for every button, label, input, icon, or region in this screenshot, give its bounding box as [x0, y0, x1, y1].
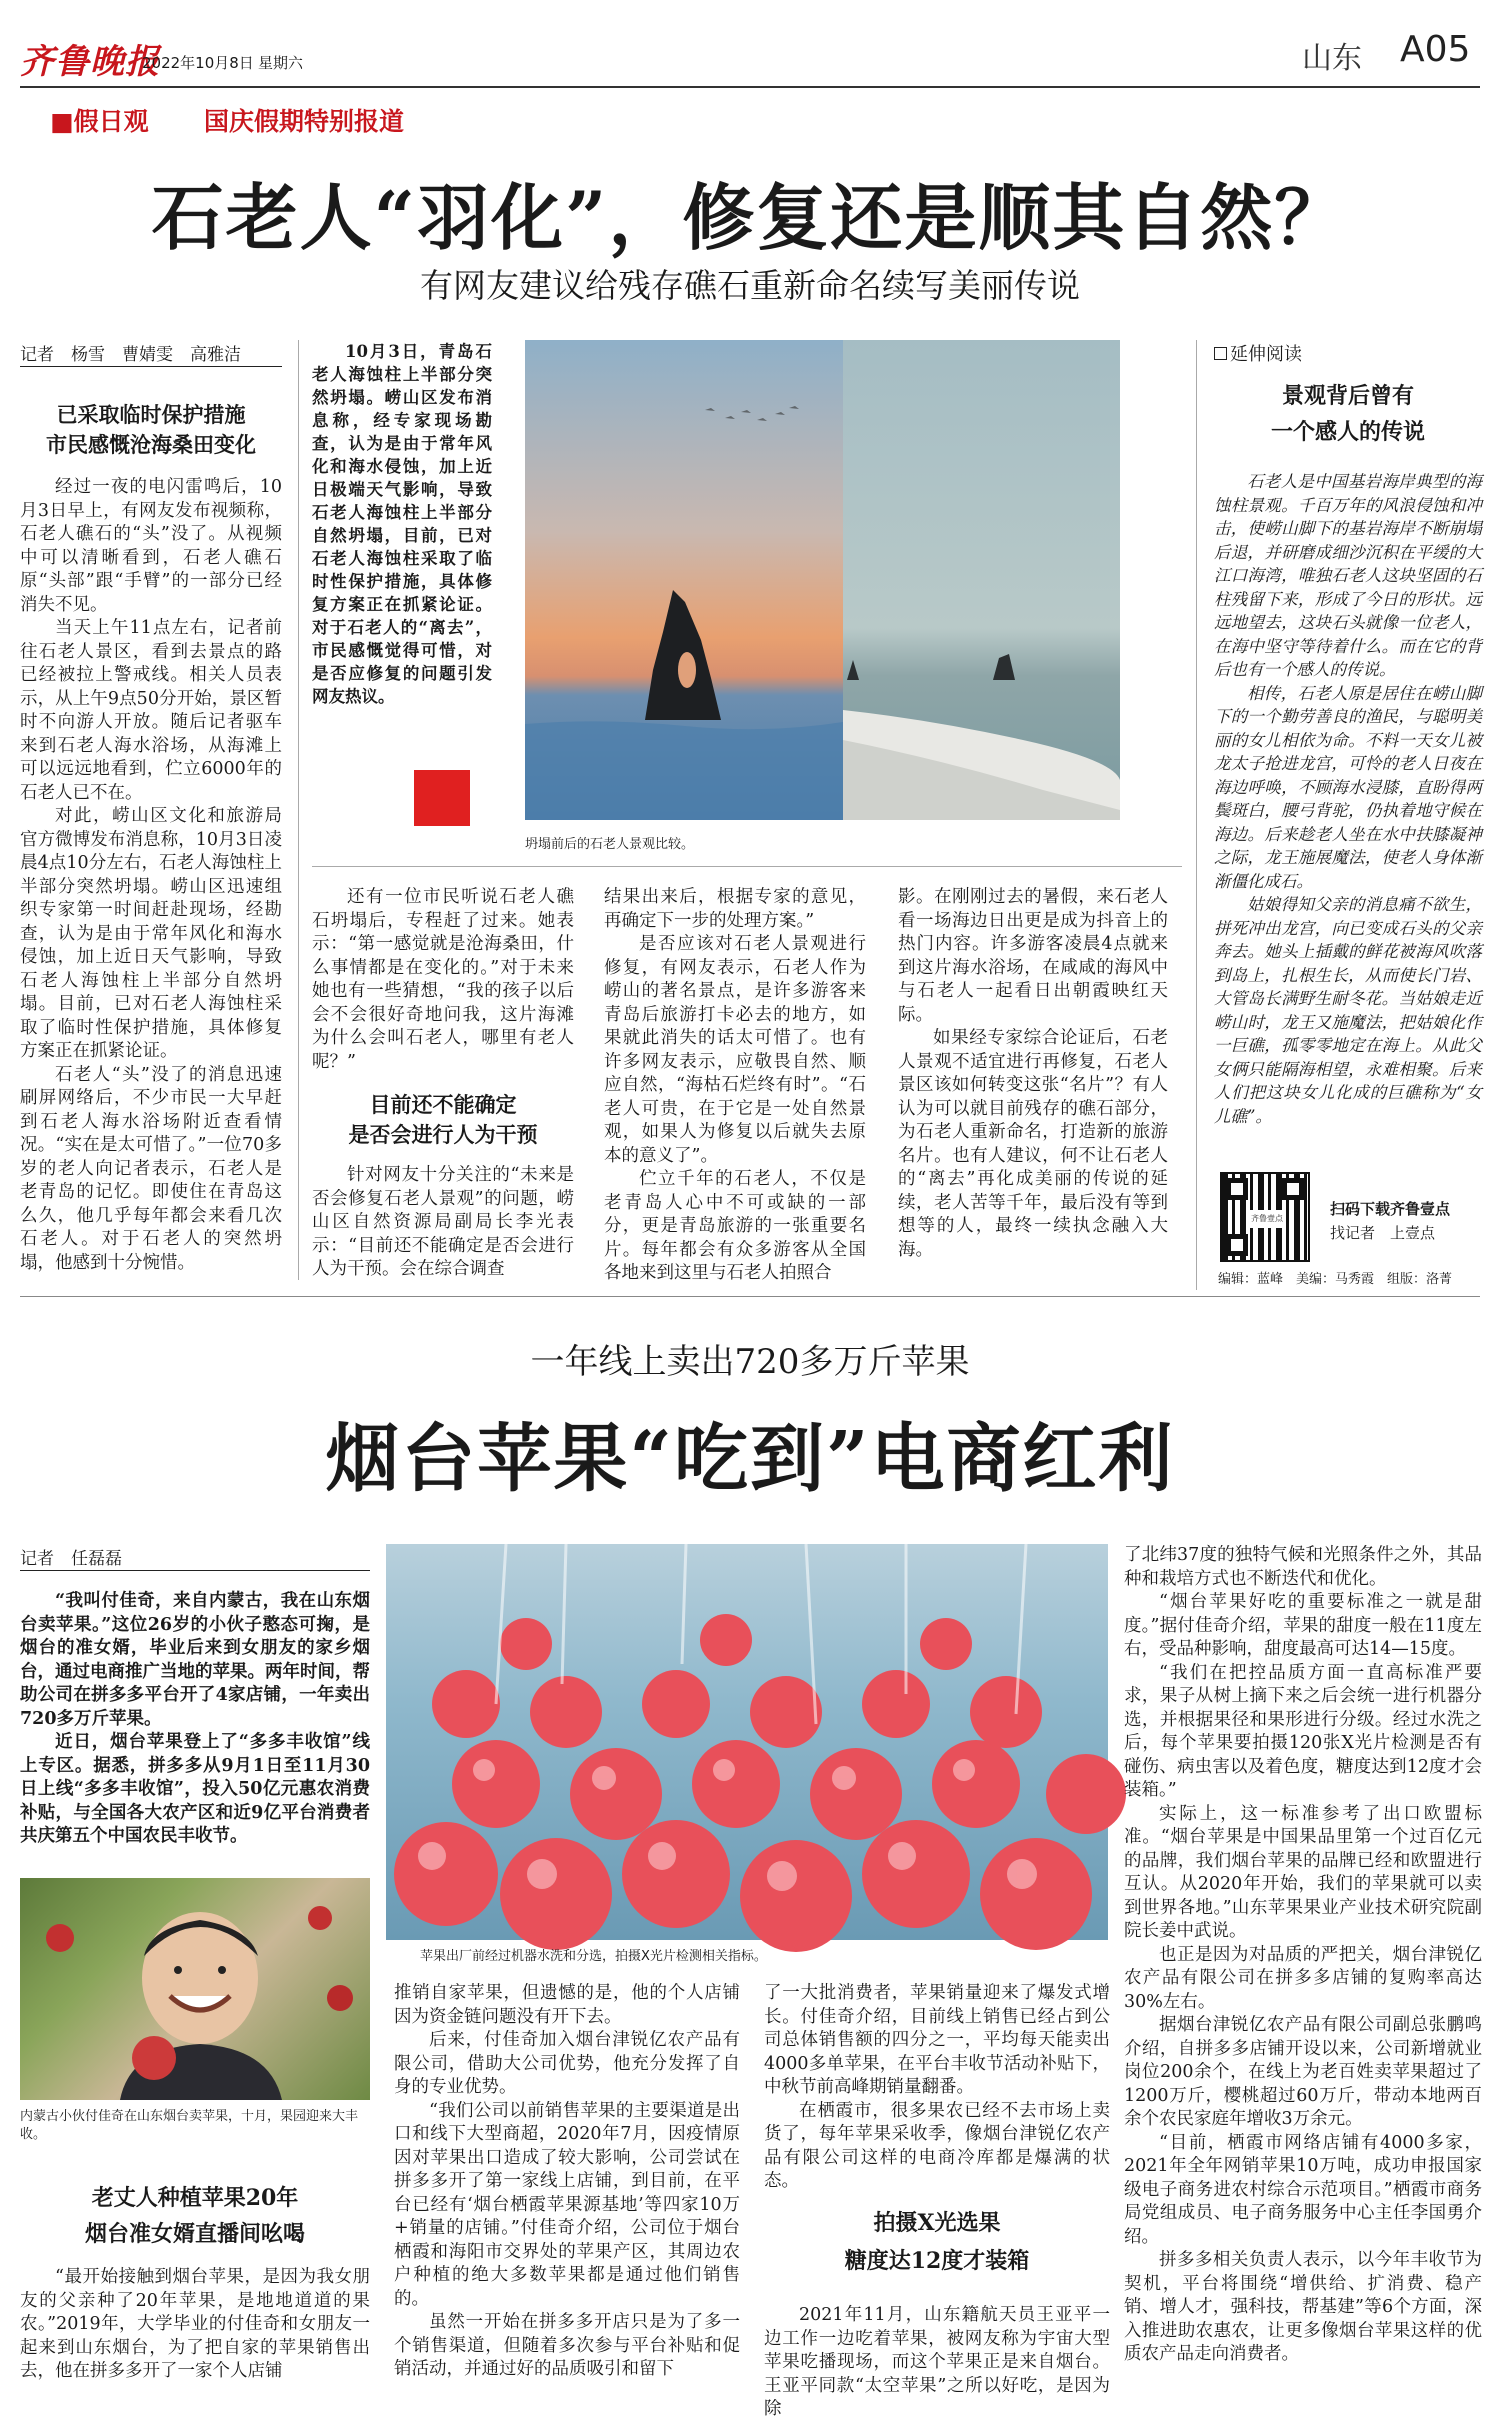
sidebar-divider	[1196, 340, 1197, 1290]
issue-weekday: 星期六	[258, 54, 304, 72]
story1-col2-subhead: 目前还不能确定 是否会进行人为干预	[348, 1092, 538, 1147]
story1-headline: 石老人“羽化”，修复还是顺其自然？	[151, 175, 1349, 260]
qr-reporter-text: 找记者 上壹点	[1330, 1224, 1436, 1242]
masthead	[0, 0, 1500, 140]
story1-col1: 经过一夜的电闪雷鸣后，10月3日早上，有网友发布视频称，石老人礁石的“头”没了。从视频中可以清晰看到，石老人礁石原“头部”跟“手臂”的一部分已经消失不见。 当天上午11点左右，记者前往石老人景区，看到去景点的路已经被拉上警戒线。相关人员表示，从上午9点50分开始，景区暂时不向游人开放。随后记者驱车来到石老人海水浴场，从海滩上可以远远地看到，伫立6000年的石老人已不在。 对此，崂山区文化和旅游局官方微博发布消息称，10月3日凌晨4点10分左右，石老人海蚀柱上半部分突然坍塌。崂山区迅速组织专家第一时间赶赴现场，经勘查，认为是由于常年风化和海水侵蚀，加上近日天气影响，导致石老人海蚀柱上半部分自然坍塌。目前，已对石老人海蚀柱采取了临时性保护措施，具体修复方案正在抓紧论证。 石老人“头”没了的消息迅速刷屏网络后，不少市民一大早赶到石老人海水浴场附近查看情况。“实在是太可惜了。”一位70多岁的老人向记者表示，石老人是老青岛的记忆。即使住在青岛这么久，他几乎每年都会来看几次石老人。对于石老人的突然坍塌，他感到十分惋惜。	[20, 477, 282, 1273]
story1-photo-caption: 坍塌前后的石老人景观比较。	[525, 837, 695, 852]
sidebar-label-square-icon	[1214, 347, 1227, 360]
sea-stack-before-icon	[525, 340, 843, 820]
story2-col3a: 了一大批消费者，苹果销量迎来了爆发式增长。付佳奇介绍，目前线上销售已经占到公司总体销售额的四分之一，平均每天能卖出4000多单苹果，在平台丰收节活动补贴下，中秋节前高峰期销量翻番。 在栖霞市，很多果农已经不去市场上卖货了，每年苹果采收季，像烟台津锐亿农产品有限公司这样的电商冷库都是爆满的状态。	[764, 1983, 1110, 2191]
page-number: A05	[1400, 29, 1471, 70]
newspaper-logo: 齐鲁晚报	[20, 42, 160, 82]
apple-photo-caption: 苹果出厂前经过机器水洗和分选，拍摄X光片检测相关指标。	[420, 1949, 767, 1964]
story2-col2: 推销自家苹果，但遗憾的是，他的个人店铺因为资金链问题没有开下去。 后来，付佳奇加入烟台津锐亿农产品有限公司，借助大公司优势，他充分发挥了自身的专业优势。 “我们公司以前销售苹果的主要渠道是出口和线下大型商超，2020年7月，因疫情原因对苹果出口造成了较大影响，公司尝试在拼多多开了第一家线上店铺，到目前，在平台已经有‘烟台栖霞苹果源基地’等四家10万+销量的店铺。”付佳奇介绍，公司位于烟台栖霞和海阳市交界处的苹果产区，其周边农户种植的绝大多数苹果都是通过他们销售的。 虽然一开始在拼多多开店只是为了多一个销售渠道，但随着多次参与平台补贴和促销活动，并通过好的品质吸引和留下	[394, 1983, 740, 2379]
story2-byline: 记者 任磊磊	[20, 1549, 122, 1569]
red-marker	[414, 770, 470, 826]
section-subtitle: 国庆假期特别报道	[204, 107, 405, 136]
story1-col2a: 还有一位市民听说石老人礁石坍塌后，专程赶了过来。她表示：“第一感觉就是沧海桑田，什么事情都是在变化的。”对于未来她也有一些猜想，“我的孩子以后会不会很好奇地问我，这片海滩为什么会叫石老人，哪里有老人呢？”	[312, 887, 574, 1072]
story2-lead: “我叫付佳奇，来自内蒙古，我在山东烟台卖苹果。”这位26岁的小伙子憨态可掬，是烟台的准女婿，毕业后来到女朋友的家乡烟台，通过电商推广当地的苹果。两年时间，帮助公司在拼多多平台开了4家店铺，一年卖出720多万斤苹果。 近日，烟台苹果登上了“多多丰收馆”线上专区。据悉，拼多多从9月1日至11月30日上线“多多丰收馆”，投入50亿元惠农消费补贴，与全国各大农产区和近9亿平台消费者共庆第五个中国农民丰收节。	[20, 1591, 370, 1846]
shilaoren-after-photo	[843, 340, 1120, 820]
sidebar-body: 石老人是中国基岩海岸典型的海蚀柱景观。千百万年的风浪侵蚀和冲击，使崂山脚下的基岩海岸不断崩塌后退，并研磨成细沙沉积在平缓的大江口海湾，唯独石老人这块坚固的石柱残留下来，形成了今日的形状。远远地望去，这块石头就像一位老人，在海中坚守等待着什么。而在它的背后也有一个感人的传说。 相传，石老人原是居住在崂山脚下的一个勤劳善良的渔民，与聪明美丽的女儿相依为命。不料一天女儿被龙太子抢进龙宫，可怜的老人日夜在海边呼唤，不顾海水浸膝，直盼得两鬓斑白，腰弓背驼，仍执着地守候在海边。后来趁老人坐在水中扶膝凝神之际，龙王施展魔法，使老人身体渐渐僵化成石。 姑娘得知父亲的消息痛不欲生，拼死冲出龙宫，向已变成石头的父亲奔去。她头上插戴的鲜花被海风吹落到岛上，扎根生长，从而使长门岩、大管岛长满野生耐冬花。当姑娘走近崂山时，龙王又施魔法，把姑娘化作一巨礁，孤零零地定在海上。从此父女俩只能隔海相望，永难相聚。后来人们把这块女儿化成的巨礁称为“女儿礁”。	[1214, 472, 1482, 1126]
section-tag: ■假日观	[50, 107, 149, 136]
qr-code[interactable]	[1220, 1172, 1310, 1262]
qr-download-text: 扫码下载齐鲁壹点	[1330, 1200, 1451, 1218]
story2-col3b: 2021年11月，山东籍航天员王亚平一边工作一边吃着苹果，被网友称为宇宙大型苹果吃播现场，而这个苹果正是来自烟台。王亚平同款“太空苹果”之所以好吃，是因为除	[764, 2305, 1110, 2419]
qr-center-label: 齐鲁壹点	[1250, 1210, 1284, 1228]
story1-col3: 结果出来后，根据专家的意见，再确定下一步的处理方案。” 是否应该对石老人景观进行修复，有网友表示，石老人作为崂山的著名景点，是许多游客来青岛后旅游打卡必去的地方，如果就此消失的话太可惜了。也有许多网友表示，应敬畏自然、顺应自然，“海枯石烂终有时”。“石老人可贵，在于它是一处自然景观，如果人为修复以后就失去原本的意义了”。 伫立千年的石老人，不仅是老青岛人心中不可或缺的一部分，更是青岛旅游的一张重要名片。每年都会有众多游客从全国各地来到这里与石老人拍照合	[604, 887, 866, 1283]
apples-icon	[386, 1544, 1108, 1940]
story1-lead: 10月3日，青岛石老人海蚀柱上半部分突然坍塌。崂山区发布消息称，经专家现场勘查，认为是由于常年风化和海水侵蚀，加上近日极端天气影响，导致石老人海蚀柱上半部分自然坍塌，目前，已对石老人海蚀柱采取了临时性保护措施，具体修复方案正在抓紧论证。对于石老人的“离去”，市民感慨觉得可惜，对是否应修复的问题引发网友热议。	[312, 342, 492, 706]
story1-col2b: 针对网友十分关注的“未来是否会修复石老人景观”的问题，崂山区自然资源局副局长李光表示：“目前还不能确定是否会进行人为干预。会在综合调查	[312, 1165, 574, 1279]
story2-byline-rule	[20, 1570, 370, 1571]
story-separator	[20, 1296, 1480, 1297]
shilaoren-before-photo	[525, 340, 843, 820]
story1-intro-subhead: 已采取临时保护措施 市民感慨沧海桑田变化	[46, 402, 256, 457]
masthead-rule	[20, 86, 1480, 88]
story2-headline: 烟台苹果“吃到”电商红利	[325, 1416, 1175, 1502]
story2-subhead2: 拍摄X光选果 糖度达12度才装箱	[844, 2210, 1030, 2274]
story1-byline: 记者 杨雪 曹婧雯 高雅洁	[20, 345, 241, 365]
story2-col1: “最开始接触到烟台苹果，是因为我女朋友的父亲种了20年苹果，是地地道道的果农。”2019年，大学毕业的付佳奇和女朋友一起来到山东烟台，为了把自家的苹果销售出去，他在拼多多开了一家个人店铺	[20, 2267, 370, 2381]
issue-date: 2022年10月8日	[142, 54, 254, 72]
portrait-caption: 内蒙古小伙付佳奇在山东烟台卖苹果，十月，果园迎来大丰收。	[20, 2109, 359, 2142]
story2-subhead1: 老丈人种植苹果20年 烟台准女婿直播间吆喝	[84, 2185, 305, 2247]
column-divider	[298, 340, 299, 1280]
page-credits: 编辑：蓝峰 美编：马秀霞 组版：洛菁	[1218, 1272, 1453, 1287]
sidebar-title: 景观背后曾有 一个感人的传说	[1270, 383, 1425, 445]
farmer-figure-icon	[20, 1878, 370, 2100]
region-label: 山东	[1302, 41, 1362, 76]
apple-washing-photo	[386, 1544, 1108, 1940]
story2-col4: 了北纬37度的独特气候和光照条件之外，其品种和栽培方式也不断迭代和优化。 “烟台苹果好吃的重要标准之一就是甜度。”据付佳奇介绍，苹果的甜度一般在11度左右，受品种影响，甜度最高可达14—15度。 “我们在把控品质方面一直高标准严要求，果子从树上摘下来之后会统一进行机器分选，并根据果径和果形进行分级。经过水洗之后，每个苹果要拍摄120张X光片检测是否有碰伤、病虫害以及着色度，糖度达到12度才会装箱。” 实际上，这一标准参考了出口欧盟标准。“烟台苹果是中国果品里第一个过百亿元的品牌，我们烟台苹果的品牌已经和欧盟进行互认。从2020年开始，我们的苹果就可以卖到世界各地。”山东苹果果业产业技术研究院副院长姜中武说。 也正是因为对品质的严把关，烟台津锐亿农产品有限公司在拼多多店铺的复购率高达30%左右。 据烟台津锐亿农产品有限公司副总张鹏鸣介绍，自拼多多店铺开设以来，公司新增就业岗位200余个，在线上为老百姓卖苹果超过了1200万斤，樱桃超过60万斤，带动本地两百余个农民家庭年增收3万余元。 “目前，栖霞市网络店铺有4000多家，2021年全年网销苹果10万吨，成功申报国家级电子商务进农村综合示范项目。”栖霞市商务局党组成员、电子商务服务中心主任李国勇介绍。 拼多多相关负责人表示，以今年丰收节为契机，平台将围绕“增供给、扩消费、稳产销、增人才，强科技，帮基建”等6个方面，深入推进助农惠农，让更多像烟台苹果这样的优质农产品走向消费者。	[1124, 1545, 1482, 2364]
sidebar-label: 延伸阅读	[1214, 340, 1302, 366]
farmer-portrait-photo	[20, 1878, 370, 2100]
story1-subhead: 有网友建议给残存礁石重新命名续写美丽传说	[420, 266, 1080, 305]
story1-col4: 影。在刚刚过去的暑假，来石老人看一场海边日出更是成为抖音上的热门内容。许多游客凌晨4点就来到这片海水浴场，在咸咸的海风中与石老人一起看日出朝霞映红天际。 如果经专家综合论证后，石老人景观不适宜进行再修复，石老人景区该如何转变这张“名片”？有人认为可以就目前残存的礁石部分，为石老人重新命名，打造新的旅游名片。也有人建议，何不让石老人的“离去”再化成美丽的传说的延续，老人苦等千年，最后没有等到想等的人，最终一续执念融入大海。	[898, 887, 1168, 1260]
byline-rule	[20, 366, 282, 367]
story2-kicker: 一年线上卖出720多万斤苹果	[530, 1342, 970, 1382]
photo-bottom-rule	[312, 866, 1182, 867]
sea-stack-after-icon	[843, 340, 1120, 820]
